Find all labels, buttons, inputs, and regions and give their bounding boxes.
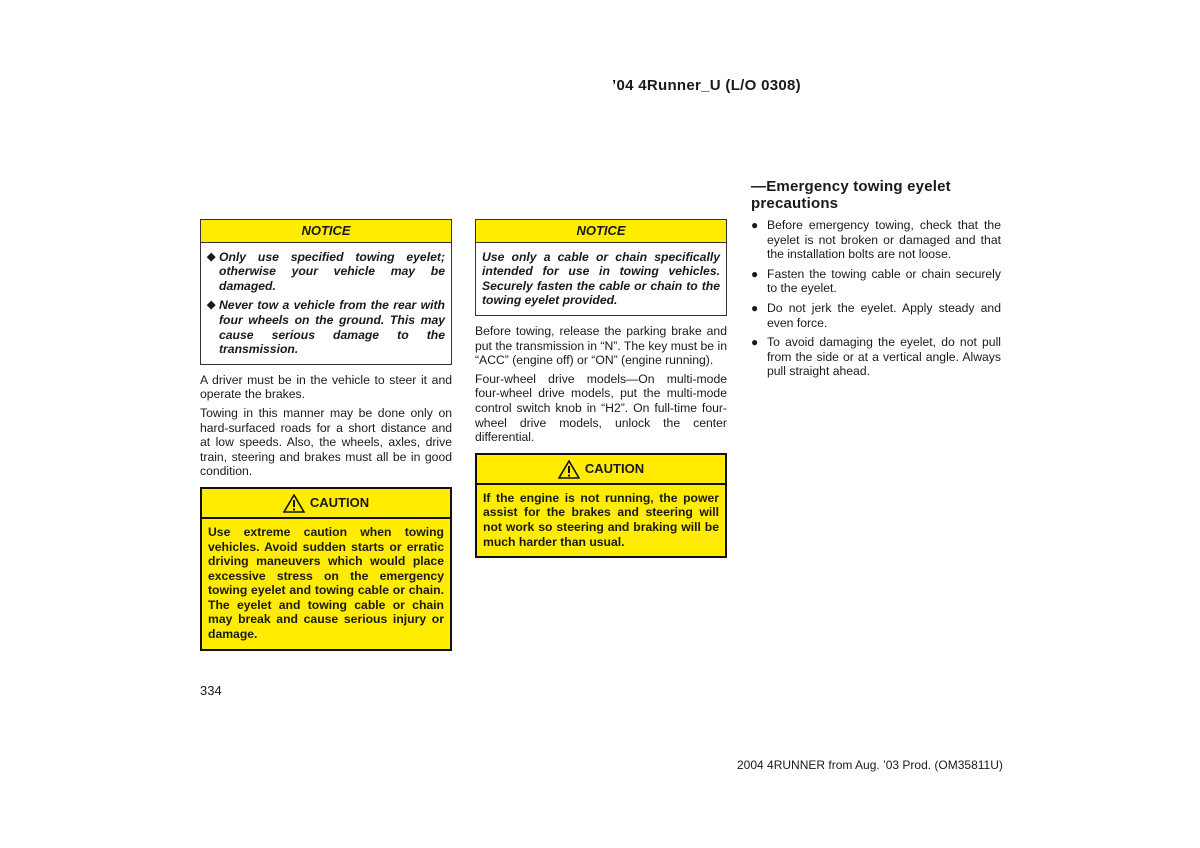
body-paragraph: Four-wheel drive models—On multi-mode four-wheel drive models, put the multi-mode control switch knob in “H2”. On full-time four-wheel drive models, unlock the center differential. [475, 371, 727, 445]
notice-body [201, 243, 451, 364]
caution-heading-text: CAUTION [309, 495, 370, 511]
list-item [751, 335, 1001, 379]
bullet-icon: ● [751, 335, 759, 350]
caution-body: Use extreme caution when towing vehicles. Avoid sudden starts or erratic driving maneuvers which would place excessive stress on the emergency towing eyelet and towing cable or chain. The eyelet and towing cable or chain may break and cause serious injury or damage. [208, 524, 444, 642]
header-title: ’04 4Runner_U (L/O 0308) [612, 77, 801, 94]
bullet-icon: ● [751, 300, 759, 315]
list-item [751, 301, 1001, 330]
bullet-icon: ● [751, 266, 759, 281]
notice-heading: NOTICE [476, 220, 726, 243]
caution-heading [202, 489, 450, 519]
list-item-text: To avoid damaging the eyelet, do not pull from the side or at a vertical angle. Always pull straight ahead. [767, 335, 1001, 379]
caution-box-2 [475, 453, 727, 558]
notice-body: Use only a cable or chain specifically intended for use in towing vehicles. Securely fasten the cable or chain to the towing eyelet provided. [482, 249, 720, 308]
list-item-text: Before emergency towing, check that the eyelet is not broken or damaged and that the installation bolts are not loose. [767, 218, 1001, 262]
column-1 [200, 219, 452, 651]
list-item-text: Fasten the towing cable or chain securely to the eyelet. [767, 266, 1001, 296]
caution-heading-text: CAUTION [584, 460, 645, 476]
warning-triangle-icon [283, 494, 305, 513]
list-item [751, 218, 1001, 262]
list-item-text: Do not jerk the eyelet. Apply steady and even force. [767, 300, 1001, 330]
notice-item-text: Never tow a vehicle from the rear with four wheels on the ground. This may cause serious damage to the transmission. [219, 298, 445, 357]
section-title: —Emergency towing eyelet precautions [751, 178, 951, 212]
body-paragraph: Towing in this manner may be done only on hard-surfaced roads for a short distance and at low speeds. Also, the wheels, axles, drive train, steering and brakes must all be in good condition. [200, 405, 452, 479]
notice-box-2 [475, 219, 727, 316]
notice-heading: NOTICE [201, 220, 451, 243]
page-number: 334 [200, 683, 222, 698]
column-3 [751, 178, 1001, 384]
bullet-icon: ● [751, 218, 759, 232]
notice-item-text: Only use specified towing eyelet; otherwise your vehicle may be damaged. [219, 249, 445, 293]
footer-doc-info: 2004 4RUNNER from Aug. ’03 Prod. (OM35811U) [737, 758, 1003, 772]
caution-body: If the engine is not running, the power assist for the brakes and steering will not work so steering and braking will be much harder than usual. [483, 490, 719, 549]
column-2 [475, 219, 727, 558]
notice-item [207, 250, 445, 294]
body-paragraph: A driver must be in the vehicle to steer it and operate the brakes. [200, 372, 452, 402]
notice-item [207, 298, 445, 356]
list-item [751, 267, 1001, 296]
diamond-bullet-icon: ◆ [207, 299, 216, 312]
caution-box-1 [200, 487, 452, 651]
caution-heading [477, 455, 725, 485]
diamond-bullet-icon: ◆ [207, 250, 216, 263]
warning-triangle-icon [558, 460, 580, 479]
body-paragraph: Before towing, release the parking brake and put the transmission in “N”. The key must be in “ACC” (engine off) or “ON” (engine running). [475, 323, 727, 368]
notice-box-1 [200, 219, 452, 365]
